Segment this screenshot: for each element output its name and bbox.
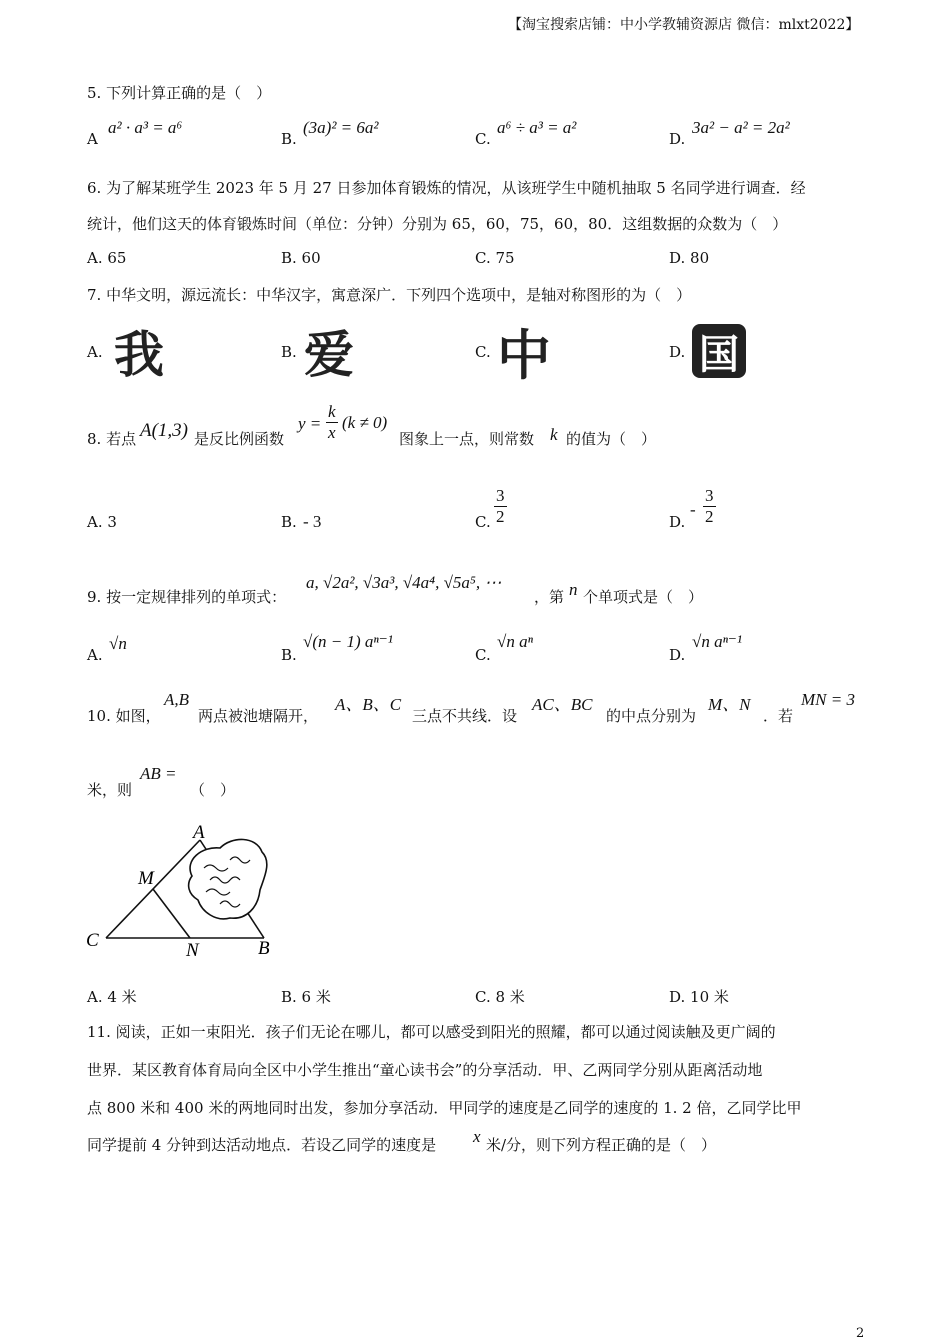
q8-option-b-value: - 3 xyxy=(303,512,322,531)
q10-text1: 两点被池塘隔开， xyxy=(198,707,319,725)
q10-prefix: 10. 如图， xyxy=(87,707,161,725)
q9-option-c-expr: √n aⁿ xyxy=(497,632,533,651)
q8-c-num: 3 xyxy=(496,486,505,505)
q5-stem: 5. 下列计算正确的是（ ） xyxy=(87,84,272,102)
q6-option-d: D. 80 xyxy=(669,249,710,267)
q7-char-guo-image xyxy=(692,324,746,378)
q6-line1: 6. 为了解某班学生 2023 年 5 月 27 日参加体育锻炼的情况，从该班学生中随机抽取 5 名同学进行调查．经 xyxy=(87,179,806,197)
q10-figure xyxy=(80,818,290,968)
q9-mid: ，第 xyxy=(534,588,565,606)
q8-func-fraction xyxy=(326,402,338,443)
q7-char-a: 我 xyxy=(114,326,164,384)
q9-suffix: 个单项式是（ ） xyxy=(583,588,704,606)
q8-k: k xyxy=(550,425,558,444)
q7-char-d: 国 xyxy=(692,324,746,378)
q8-option-a: A. 3 xyxy=(87,513,117,531)
q8-c-den: 2 xyxy=(496,507,505,526)
q8-point: A(1,3) xyxy=(140,420,189,441)
q8-suffix2: 的值为（ ） xyxy=(566,430,657,448)
q5-option-d-expr: 3a² − a² = 2a² xyxy=(692,118,790,137)
q7-char-wo-image xyxy=(112,324,166,384)
q6-option-b: B. 60 xyxy=(281,249,321,267)
q10-text2: 三点不共线．设 xyxy=(412,707,518,725)
q9-option-a-expr: √n xyxy=(109,634,127,653)
q5-option-b-label: B. xyxy=(281,130,297,148)
q8-suffix: 图象上一点，则常数 xyxy=(399,430,535,448)
q8-option-d-fraction xyxy=(703,486,716,527)
fig-label-b: B xyxy=(258,938,270,959)
q10-text4: ．若 xyxy=(763,707,794,725)
q9-n: n xyxy=(569,580,578,599)
fig-label-m: M xyxy=(138,868,154,889)
q6-option-c: C. 75 xyxy=(475,249,515,267)
q11-x: x xyxy=(473,1127,481,1146)
q6-line2: 统计，他们这天的体育锻炼时间（单位：分钟）分别为 65，60，75，60，80．这组数据的众数为（ ） xyxy=(87,215,788,233)
q9-option-b-label: B. xyxy=(281,646,297,664)
q9-prefix: 9. 按一定规律排列的单项式： xyxy=(87,588,287,606)
q8-prefix: 8. 若点 xyxy=(87,430,137,448)
q7-option-d-label: D. xyxy=(669,343,686,361)
pond-icon xyxy=(189,839,267,918)
q9-option-c-label: C. xyxy=(475,646,491,664)
q7-char-b: 爱 xyxy=(304,326,354,384)
header-shop-note: 【淘宝搜索店铺：中小学教辅资源店 微信：mlxt2022】 xyxy=(508,17,860,33)
q7-char-zhong-image xyxy=(497,322,551,387)
q10-acbc: AC、BC xyxy=(532,695,593,714)
q8-func-den: x xyxy=(328,423,336,442)
q9-sequence: a, √2a², √3a³, √4a⁴, √5a⁵, ⋯ xyxy=(306,573,502,592)
line-mn xyxy=(153,889,190,938)
q10-option-c: C. 8 米 xyxy=(475,988,525,1006)
q7-option-c-label: C. xyxy=(475,343,491,361)
q8-d-num: 3 xyxy=(705,486,714,505)
q10-line2-suffix: （ ） xyxy=(190,781,236,799)
q8-option-d-label: D. xyxy=(669,513,686,531)
q10-ab: A,B xyxy=(164,690,190,709)
q11-line3: 点 800 米和 400 米的两地同时出发，参加分享活动．甲同学的速度是乙同学的速度的 1. 2 倍，乙同学比甲 xyxy=(87,1099,802,1117)
q8-mid: 是反比例函数 xyxy=(194,430,285,448)
q11-line4-suffix: 米/分，则下列方程正确的是（ ） xyxy=(486,1136,717,1154)
q6-option-a: A. 65 xyxy=(87,249,127,267)
q9-option-a-label: A. xyxy=(87,646,103,664)
q7-option-b-label: B. xyxy=(281,343,297,361)
q7-char-ai-image xyxy=(302,324,356,384)
q8-func-lhs: y = xyxy=(298,414,322,433)
q10-abc: A、B、C xyxy=(335,695,402,714)
q10-mn: M、N xyxy=(708,695,751,714)
q5-option-c-label: C. xyxy=(475,130,491,148)
q5-option-d-label: D. xyxy=(669,130,686,148)
q5-option-a-label: A xyxy=(87,130,98,148)
q5-option-b-expr: (3a)² = 6a² xyxy=(303,118,379,137)
q8-option-b-label: B. xyxy=(281,513,297,531)
q11-line4-prefix: 同学提前 4 分钟到达活动地点．若设乙同学的速度是 xyxy=(87,1136,437,1154)
q10-mn-eq: MN = 3 xyxy=(801,690,855,709)
q7-option-a-label: A. xyxy=(87,343,103,361)
q8-func-num: k xyxy=(328,402,336,421)
q8-option-c-fraction xyxy=(494,486,507,527)
page-number: 2 xyxy=(856,1326,865,1341)
q11-line2: 世界．某区教育体育局向全区中小学生推出“童心读书会”的分享活动．甲、乙两同学分别从距离活动地 xyxy=(87,1061,763,1079)
fig-label-n: N xyxy=(186,940,199,961)
q8-func-cond: (k ≠ 0) xyxy=(342,413,388,432)
q5-option-c-expr: a⁶ ÷ a³ = a² xyxy=(497,118,577,137)
q8-option-d-sign: - xyxy=(690,500,696,519)
q10-option-a: A. 4 米 xyxy=(87,988,137,1006)
q10-ab-eq: AB = xyxy=(140,764,177,783)
q9-option-d-label: D. xyxy=(669,646,686,664)
q7-char-c: 中 xyxy=(497,323,551,387)
q10-option-d: D. 10 米 xyxy=(669,988,729,1006)
q5-option-a-expr: a² · a³ = a⁶ xyxy=(108,118,183,137)
fig-label-c: C xyxy=(86,930,99,951)
q9-option-d-expr: √n aⁿ⁻¹ xyxy=(692,632,743,651)
q11-line1: 11. 阅读，正如一束阳光．孩子们无论在哪儿，都可以感受到阳光的照耀，都可以通过阅读触及更广阔的 xyxy=(87,1023,776,1041)
q10-text3: 的中点分别为 xyxy=(606,707,697,725)
q10-line2-prefix: 米，则 xyxy=(87,781,133,799)
q8-d-den: 2 xyxy=(705,507,714,526)
fig-label-a: A xyxy=(193,822,205,843)
q9-option-b-expr: √(n − 1) aⁿ⁻¹ xyxy=(303,632,393,651)
q10-option-b: B. 6 米 xyxy=(281,988,331,1006)
q7-stem: 7. 中华文明，源远流长：中华汉字，寓意深广．下列四个选项中，是轴对称图形的为（ ） xyxy=(87,286,692,304)
q8-option-c-label: C. xyxy=(475,513,491,531)
